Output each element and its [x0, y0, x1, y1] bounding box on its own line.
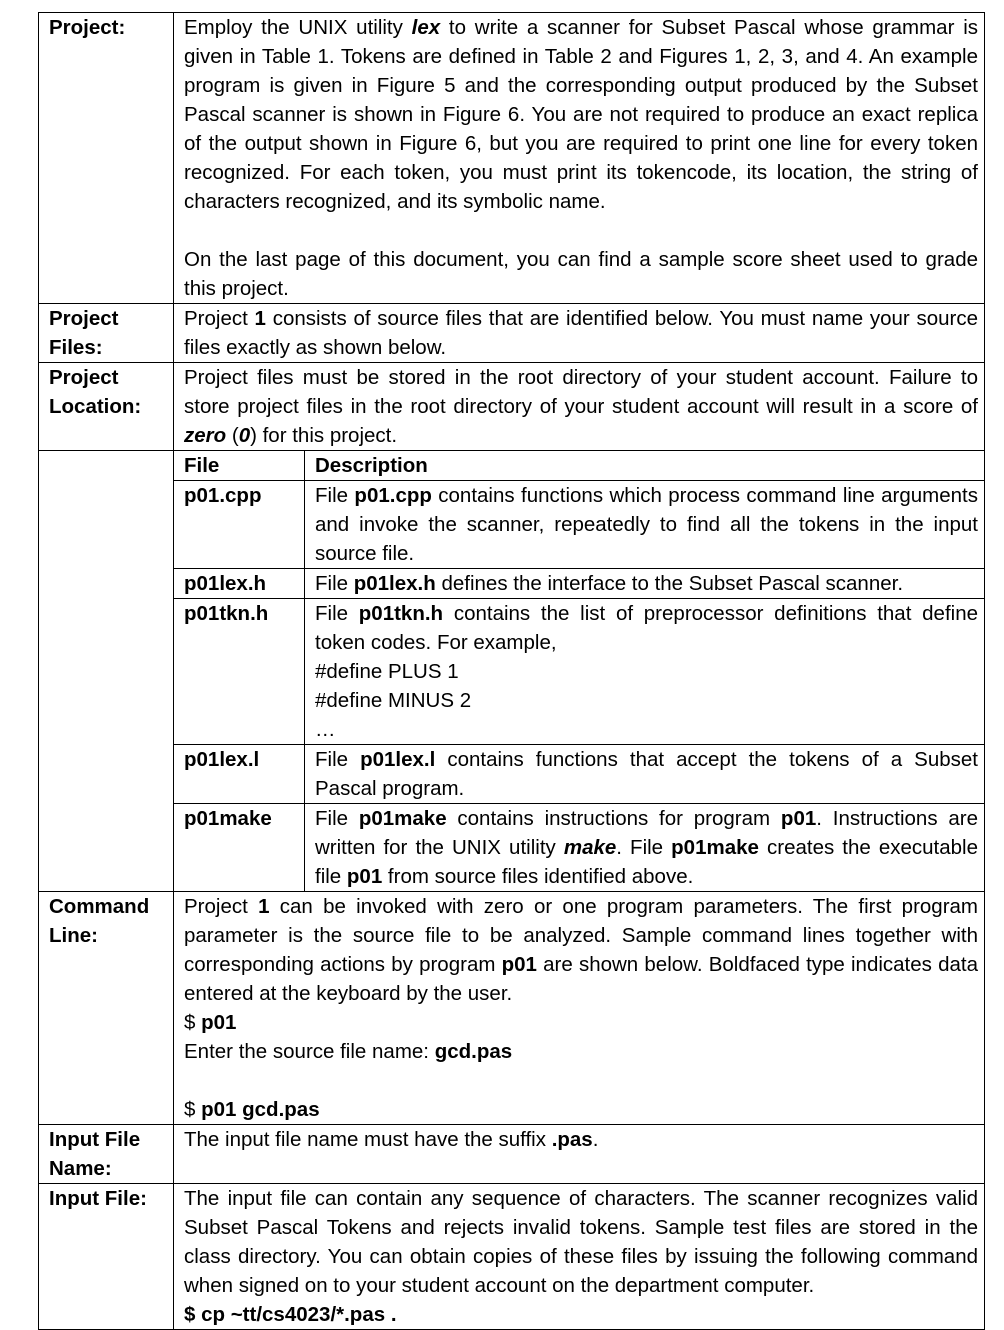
files-table-row — [174, 804, 984, 892]
input-file-command — [184, 1300, 978, 1329]
text-run: File — [315, 572, 354, 595]
file-description-text — [315, 481, 978, 568]
row-command-line — [39, 892, 985, 1125]
text-run: . — [592, 1128, 599, 1151]
files-table-header — [174, 451, 984, 481]
row-project — [39, 13, 985, 304]
label-project-files: Project Files: — [39, 304, 174, 363]
project-body — [174, 13, 985, 304]
file-description-text — [315, 599, 978, 657]
prompt: $ — [184, 1011, 202, 1034]
text-run: . Instructions are written for the UNIX utility — [315, 807, 978, 859]
emphasis-text: p01 — [346, 865, 383, 888]
header-description: Description — [305, 451, 985, 481]
emphasis-text: zero — [184, 424, 227, 447]
file-name: p01tkn.h — [174, 599, 305, 745]
text-run: . File — [616, 836, 672, 859]
text-run: can be invoked with zero or one program parameters. The first program parameter is the source file to be analyzed. Sample command lines together with corresponding actions by program — [184, 895, 978, 976]
project-files-body — [174, 304, 985, 363]
file-description — [305, 599, 985, 745]
files-table-row — [174, 745, 984, 804]
text-run: The input file name must have the suffix — [184, 1128, 552, 1151]
paragraph-gap — [184, 1066, 978, 1095]
copy-command: $ cp ~tt/cs4023/*.pas . — [184, 1303, 397, 1326]
text-run: contains instructions for program — [446, 807, 781, 830]
label-command-line: Command Line: — [39, 892, 174, 1125]
emphasis-text: p01 — [501, 953, 537, 976]
files-table-row — [174, 481, 984, 569]
command-1 — [184, 1008, 978, 1037]
text-run: creates the executable file — [315, 836, 979, 888]
project-paragraph-1 — [184, 13, 978, 216]
label-project-location: Project Location: — [39, 363, 174, 451]
enter-value: gcd.pas — [434, 1040, 513, 1063]
file-name: p01make — [174, 804, 305, 892]
file-name: p01.cpp — [174, 481, 305, 569]
file-description — [305, 481, 985, 569]
prompt: $ — [184, 1098, 202, 1121]
emphasis-text: p01.cpp — [354, 484, 432, 507]
paragraph-gap — [184, 216, 978, 245]
emphasis-text: lex — [411, 16, 441, 39]
row-files-table — [39, 451, 985, 892]
label-project: Project: — [39, 13, 174, 304]
text-run: contains the list of preprocessor definitions that define token codes. For example, — [315, 602, 979, 654]
file-description — [305, 745, 985, 804]
code-line: … — [315, 718, 336, 741]
code-line: #define PLUS 1 — [315, 660, 459, 683]
files-table-cell — [174, 451, 985, 892]
project-location-body — [174, 363, 985, 451]
text-run: File — [315, 748, 361, 771]
row-project-location — [39, 363, 985, 451]
command-2 — [184, 1095, 978, 1124]
text-run: The input file can contain any sequence of characters. The scanner recognizes valid Subset Pascal Tokens and rejects invalid tokens. Sample test files are stored in the class directory. You can obtain copies of these files by issuing the following command when signed on to your student account on the department computer. — [184, 1187, 978, 1297]
file-description — [305, 804, 985, 892]
input-file-name-body — [174, 1125, 985, 1184]
emphasis-text: p01make — [671, 836, 759, 859]
input-file-text — [184, 1184, 978, 1300]
row-input-file-name — [39, 1125, 985, 1184]
text-run: contains functions which process command line arguments and invoke the scanner, repeatedly to find all the tokens in the input source file. — [315, 484, 978, 565]
emphasis-text: 1 — [254, 307, 266, 330]
file-description-text — [315, 745, 978, 803]
text-run: are shown below. Boldfaced type indicates data entered at the keyboard by the user. — [184, 953, 978, 1005]
row-project-files — [39, 304, 985, 363]
text-run: contains functions that accept the tokens of a Subset Pascal program. — [315, 748, 978, 800]
emphasis-text: p01tkn.h — [358, 602, 444, 625]
text-run: Employ the UNIX utility — [184, 16, 412, 39]
file-description-text — [315, 804, 978, 891]
emphasis-text: p01lex.l — [360, 748, 436, 771]
command-line-text — [184, 892, 978, 1008]
text-run: File — [315, 807, 359, 830]
text-run: to write a scanner for Subset Pascal whose grammar is given in Table 1. Tokens are defined in Table 2 and Figures 1, 2, 3, and 4. An example program is given in Figure 5 and the corresponding output produced by the Subset Pascal scanner is shown in Figure 6. You are not required to produce an exact replica of the output shown in Figure 6, but you are required to print one line for every token recognized. For each token, you must print its tokencode, its location, the string of characters recognized, and its symbolic name. — [184, 16, 978, 213]
file-name: p01lex.h — [174, 569, 305, 599]
files-table-row — [174, 569, 984, 599]
command-2-input: p01 gcd.pas — [201, 1098, 320, 1121]
emphasis-text: .pas — [551, 1128, 593, 1151]
text-run: from source files identified above. — [382, 865, 694, 888]
text-run: ( — [226, 424, 239, 447]
emphasis-text: p01make — [358, 807, 447, 830]
document — [38, 12, 985, 1330]
file-name: p01lex.l — [174, 745, 305, 804]
row-input-file — [39, 1184, 985, 1330]
text-run: Project files must be stored in the root directory of your student account. Failure to store project files in the root directory of your student account will result in a score of — [184, 366, 978, 418]
text-run: Project — [184, 307, 255, 330]
text-run: ) for this project. — [250, 424, 398, 447]
emphasis-text: 1 — [258, 895, 270, 918]
project-paragraph-2: On the last page of this document, you can find a sample score sheet used to grade this project. — [184, 248, 978, 300]
text-run: File — [315, 602, 359, 625]
command-line-body — [174, 892, 985, 1125]
emphasis-text: p01 — [780, 807, 817, 830]
spec-table — [38, 12, 985, 1330]
enter-source-line — [184, 1037, 978, 1066]
code-line: #define MINUS 2 — [315, 689, 472, 712]
files-table — [174, 451, 984, 891]
input-file-body — [174, 1184, 985, 1330]
emphasis-text: p01lex.h — [353, 572, 436, 595]
command-1-input: p01 — [201, 1011, 237, 1034]
text-run: defines the interface to the Subset Pascal scanner. — [435, 572, 904, 595]
label-input-file-name: Input File Name: — [39, 1125, 174, 1184]
header-file: File — [174, 451, 305, 481]
emphasis-text: make — [563, 836, 617, 859]
text-run: Project — [184, 895, 259, 918]
emphasis-text: 0 — [238, 424, 251, 447]
files-table-row — [174, 599, 984, 745]
enter-prompt: Enter the source file name: — [184, 1040, 435, 1063]
text-run: File — [315, 484, 355, 507]
label-empty — [39, 451, 174, 892]
file-description — [305, 569, 985, 599]
text-run: consists of source files that are identified below. You must name your source files exactly as shown below. — [184, 307, 978, 359]
label-input-file: Input File: — [39, 1184, 174, 1330]
file-description-text — [315, 569, 978, 598]
